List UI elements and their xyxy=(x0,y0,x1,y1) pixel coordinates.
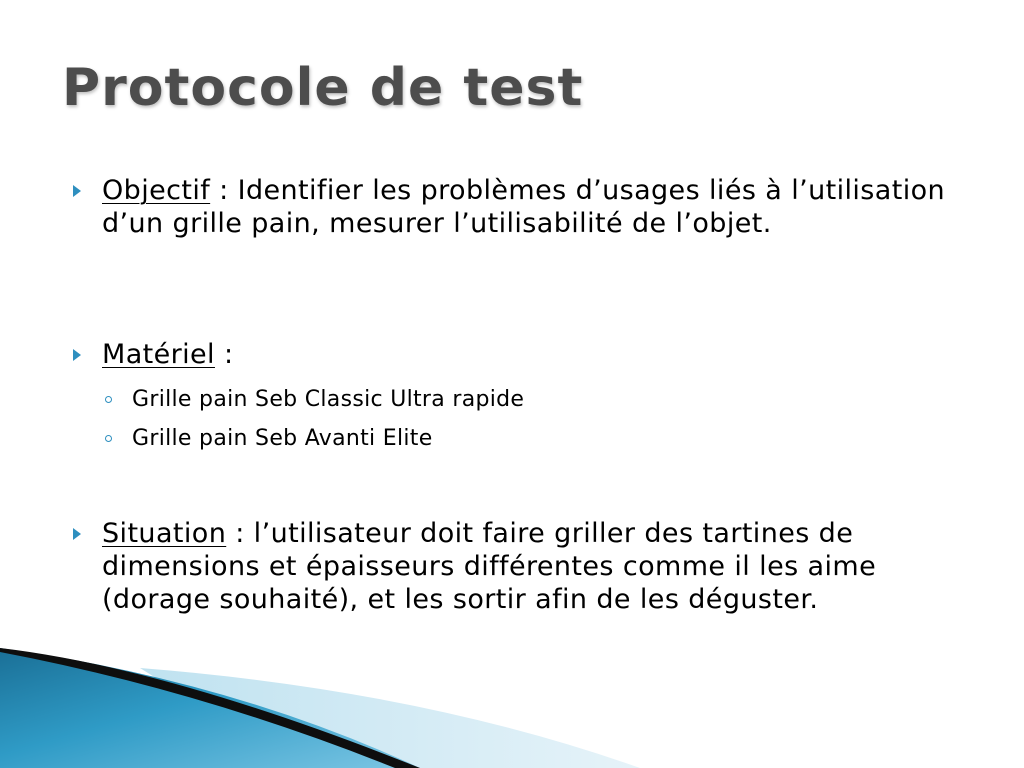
bullet-term: Objectif xyxy=(102,175,211,206)
bullet-term: Matériel xyxy=(102,339,215,370)
sub-item-text: Grille pain Seb Classic Ultra rapide xyxy=(132,387,525,412)
sub-item-text: Grille pain Seb Avanti Elite xyxy=(132,426,433,451)
bullet-text: : Identifier les problèmes d’usages liés à l’utilisation d’un grille pain, mesurer l’utilisabilité de l’objet. xyxy=(102,175,946,239)
bullet-term: Situation xyxy=(102,518,227,549)
slide-title: Protocole de test xyxy=(62,58,584,118)
bullet-text: : xyxy=(214,339,234,370)
bullet-text: : l’utilisateur doit faire griller des tartines de dimensions et épaisseurs différentes comme il les aime (dorage souhaité), et les sortir afin de les déguster. xyxy=(102,518,877,615)
